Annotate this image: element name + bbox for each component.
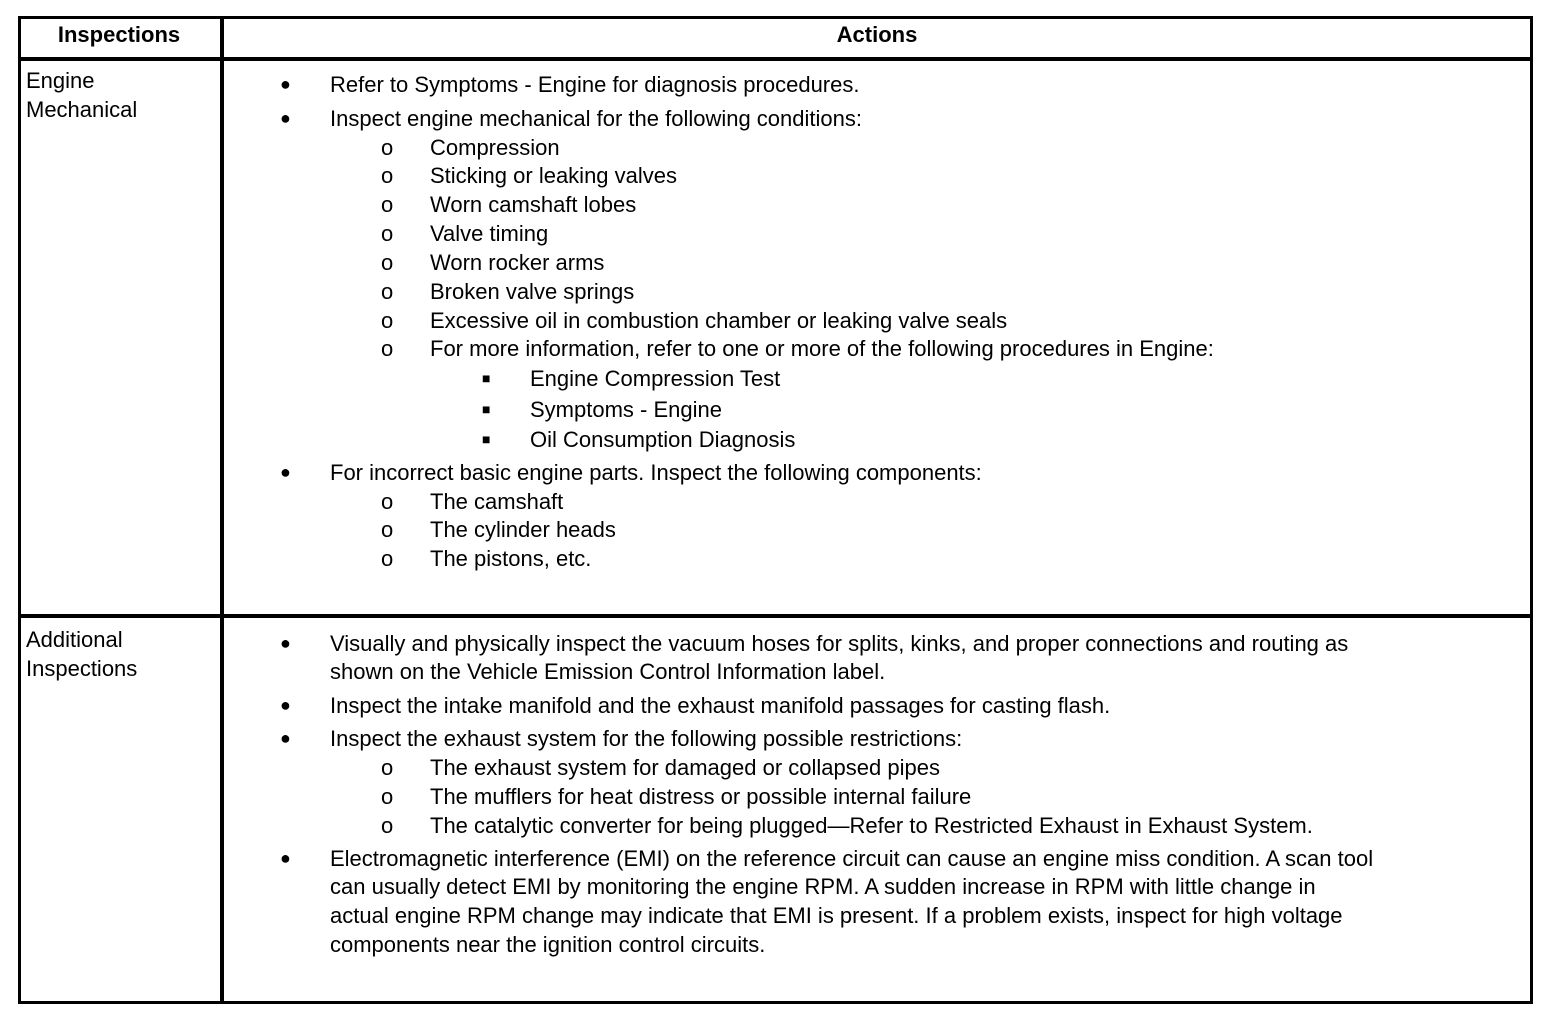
sub-sub-item: Oil Consumption Diagnosis <box>530 427 796 452</box>
circle-marker: o <box>381 336 394 361</box>
circle-marker: o <box>381 135 394 160</box>
action-item-continued: can usually detect EMI by monitoring the engine RPM. A sudden increase in RPM with little change in <box>330 874 1316 899</box>
circle-marker: o <box>381 546 394 571</box>
circle-marker: o <box>381 308 394 333</box>
sub-sub-item: Engine Compression Test <box>530 366 781 391</box>
circle-marker: o <box>381 192 394 217</box>
circle-marker: o <box>381 784 394 809</box>
action-item-continued: components near the ignition control circuits. <box>330 932 766 957</box>
circle-marker: o <box>381 279 394 304</box>
sub-item: Compression <box>430 135 560 160</box>
sub-item: The catalytic converter for being plugged—Refer to Restricted Exhaust in Exhaust System. <box>430 813 1313 838</box>
sub-item: Worn rocker arms <box>430 250 605 275</box>
header-divider <box>18 57 1533 61</box>
sub-item: The cylinder heads <box>430 517 616 542</box>
header-inspections: Inspections <box>57 22 181 47</box>
circle-marker: o <box>381 755 394 780</box>
sub-item: Valve timing <box>430 221 549 246</box>
bullet-marker: ● <box>280 695 291 715</box>
circle-marker: o <box>381 250 394 275</box>
sub-sub-item: Symptoms - Engine <box>530 397 722 422</box>
square-marker: ■ <box>482 401 491 417</box>
circle-marker: o <box>381 221 394 246</box>
action-item: Inspect engine mechanical for the following conditions: <box>330 106 862 131</box>
square-marker: ■ <box>482 431 491 447</box>
circle-marker: o <box>381 489 394 514</box>
action-item-continued: shown on the Vehicle Emission Control Information label. <box>330 659 886 684</box>
bullet-marker: ● <box>280 633 291 653</box>
sub-item: Sticking or leaking valves <box>430 163 678 188</box>
square-marker: ■ <box>482 370 491 386</box>
row-label-engine-mechanical: Engine Mechanical <box>26 68 138 122</box>
action-item: For incorrect basic engine parts. Inspect the following components: <box>330 460 982 485</box>
header-actions: Actions <box>836 22 918 47</box>
row-divider <box>18 614 1533 618</box>
bullet-marker: ● <box>280 728 291 748</box>
sub-item: For more information, refer to one or more of the following procedures in Engine: <box>430 336 1214 361</box>
action-item: Electromagnetic interference (EMI) on the reference circuit can cause an engine miss condition. A scan tool <box>330 846 1374 871</box>
column-divider <box>220 16 224 1004</box>
bullet-marker: ● <box>280 848 291 868</box>
circle-marker: o <box>381 813 394 838</box>
action-item-continued: actual engine RPM change may indicate that EMI is present. If a problem exists, inspect for high voltage <box>330 903 1343 928</box>
row-label-additional-inspections: Additional Inspections <box>26 627 138 681</box>
action-item: Inspect the exhaust system for the following possible restrictions: <box>330 726 963 751</box>
bullet-marker: ● <box>280 108 291 128</box>
sub-item: Excessive oil in combustion chamber or leaking valve seals <box>430 308 1008 333</box>
sub-item: The exhaust system for damaged or collapsed pipes <box>430 755 940 780</box>
sub-item: The camshaft <box>430 489 564 514</box>
action-item: Refer to Symptoms - Engine for diagnosis procedures. <box>330 72 860 97</box>
bullet-marker: ● <box>280 462 291 482</box>
sub-item: Worn camshaft lobes <box>430 192 637 217</box>
action-item: Inspect the intake manifold and the exhaust manifold passages for casting flash. <box>330 693 1111 718</box>
sub-item: The mufflers for heat distress or possible internal failure <box>430 784 972 809</box>
sub-item: Broken valve springs <box>430 279 635 304</box>
circle-marker: o <box>381 517 394 542</box>
bullet-marker: ● <box>280 74 291 94</box>
circle-marker: o <box>381 163 394 188</box>
sub-item: The pistons, etc. <box>430 546 592 571</box>
action-item: Visually and physically inspect the vacuum hoses for splits, kinks, and proper connections and routing as <box>330 631 1349 656</box>
